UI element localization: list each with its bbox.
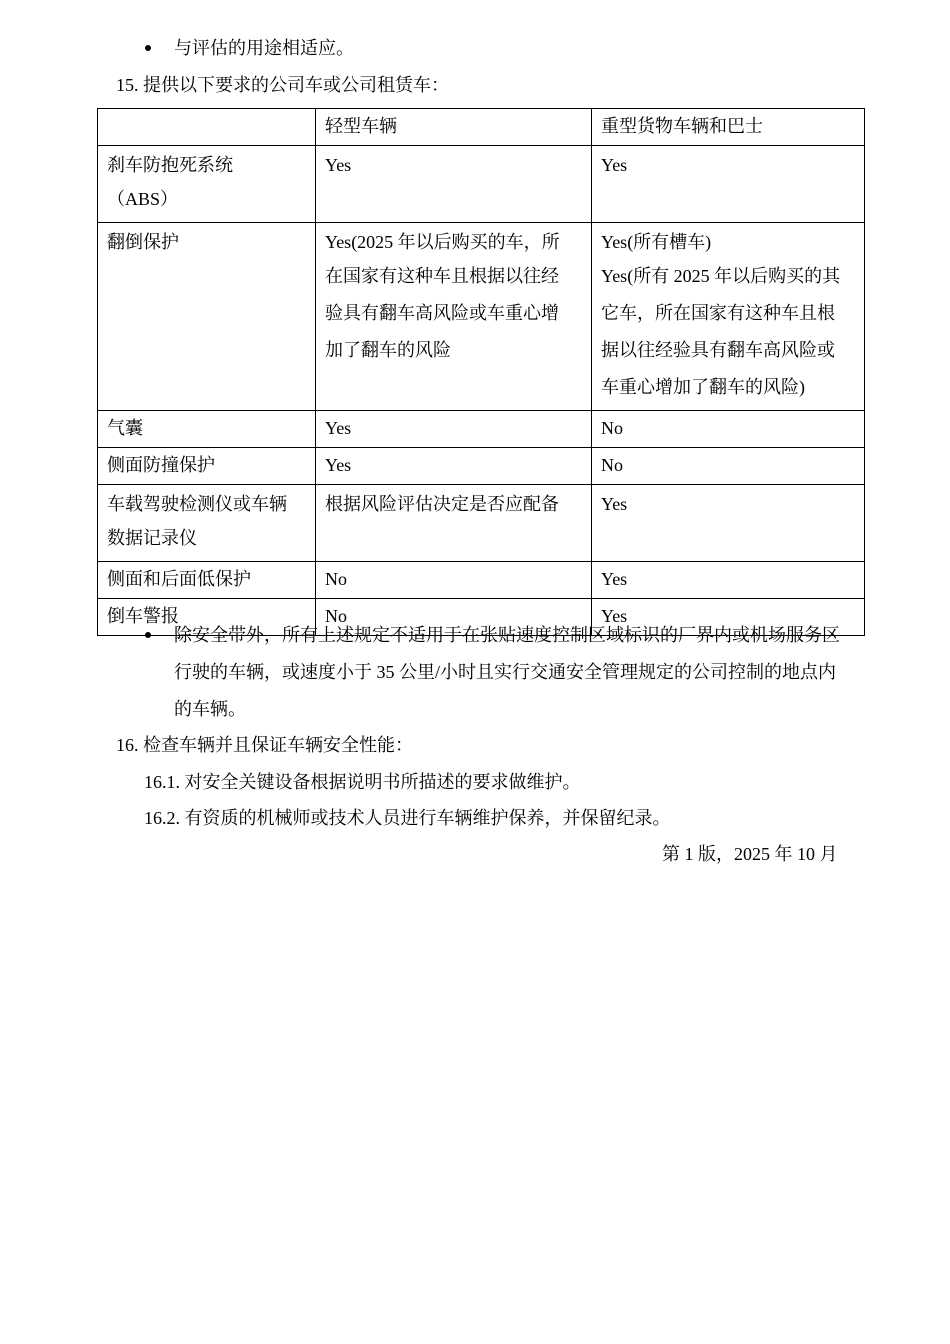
table-row <box>98 485 865 562</box>
item-15-heading: 15. 提供以下要求的公司车或公司租赁车： <box>116 75 449 95</box>
bullet-dot <box>145 45 151 51</box>
light-vehicle-cell <box>316 223 592 411</box>
light-vehicle-cell <box>316 411 592 448</box>
cell-text: No <box>325 569 347 589</box>
heavy-vehicle-cell <box>592 485 865 562</box>
cell-text: 车重心增加了翻车的风险) <box>601 377 805 397</box>
table-row <box>98 146 865 223</box>
cell-text: 倒车警报 <box>107 606 179 626</box>
cell-text: 侧面防撞保护 <box>107 455 215 475</box>
paragraph-line: 行驶的车辆，或速度小于 35 公里/小时且实行交通安全管理规定的公司控制的地点内 <box>174 662 836 682</box>
table-row <box>98 448 865 485</box>
cell-text: 在国家有这种车且根据以往经 <box>325 266 559 286</box>
feature-cell <box>98 146 316 223</box>
cell-text: 据以往经验具有翻车高风险或 <box>601 340 835 360</box>
cell-text: 数据记录仪 <box>107 528 197 548</box>
feature-cell <box>98 411 316 448</box>
table-row <box>98 411 865 448</box>
cell-text: No <box>325 606 347 626</box>
feature-cell <box>98 448 316 485</box>
cell-text: Yes <box>325 155 352 175</box>
cell-text: Yes(所有 2025 年以后购买的其 <box>601 266 841 286</box>
light-vehicle-cell <box>316 485 592 562</box>
heavy-vehicle-cell <box>592 146 865 223</box>
cell-text: Yes <box>325 455 352 475</box>
vehicle-requirements-table <box>97 108 865 636</box>
cell-text: Yes <box>325 418 352 438</box>
cell-text: Yes <box>601 606 628 626</box>
heavy-vehicle-cell <box>592 411 865 448</box>
header-cell-light-vehicle: 轻型车辆 <box>316 109 592 146</box>
cell-text: Yes <box>601 569 628 589</box>
feature-cell <box>98 562 316 599</box>
feature-cell <box>98 485 316 562</box>
cell-text: （ABS） <box>107 189 179 209</box>
item-16-heading: 16. 检查车辆并且保证车辆安全性能： <box>116 735 413 755</box>
heavy-vehicle-cell <box>592 448 865 485</box>
light-vehicle-cell <box>316 448 592 485</box>
cell-text: 加了翻车的风险 <box>325 340 451 360</box>
cell-text: 它车，所在国家有这种车且根 <box>601 303 835 323</box>
cell-text: 气囊 <box>107 418 143 438</box>
cell-text: Yes <box>601 155 628 175</box>
intro-bullet-text: 与评估的用途相适应。 <box>174 38 354 58</box>
cell-text: 侧面和后面低保护 <box>107 569 251 589</box>
cell-text: 刹车防抱死系统 <box>107 155 233 175</box>
feature-cell <box>98 223 316 411</box>
item-16-1: 16.1. 对安全关键设备根据说明书所描述的要求做维护。 <box>144 772 581 792</box>
table-row <box>98 223 865 411</box>
cell-text: 车载驾驶检测仪或车辆 <box>107 494 287 514</box>
cell-text: 翻倒保护 <box>107 232 179 252</box>
cell-text: Yes <box>601 494 628 514</box>
paragraph-line: 除安全带外，所有上述规定不适用于在张贴速度控制区域标识的厂界内或机场服务区 <box>174 625 840 645</box>
table-header-row <box>98 109 865 146</box>
heavy-vehicle-cell <box>592 562 865 599</box>
table-row <box>98 562 865 599</box>
heavy-vehicle-cell <box>592 223 865 411</box>
bullet-dot <box>145 632 151 638</box>
cell-text: 验具有翻车高风险或车重心增 <box>325 303 559 323</box>
header-cell-heavy-vehicle: 重型货物车辆和巴士 <box>592 109 865 146</box>
light-vehicle-cell <box>316 146 592 223</box>
cell-text: No <box>601 455 623 475</box>
light-vehicle-cell <box>316 562 592 599</box>
header-cell-empty <box>98 109 316 146</box>
cell-text: Yes(所有槽车) <box>601 232 712 252</box>
cell-text: 根据风险评估决定是否应配备 <box>325 494 559 514</box>
version-footer: 第 1 版，2025 年 10 月 <box>662 844 838 864</box>
cell-text: No <box>601 418 623 438</box>
exception-bullet-text <box>174 617 840 728</box>
paragraph-line: 的车辆。 <box>174 699 246 719</box>
item-16-2: 16.2. 有资质的机械师或技术人员进行车辆维护保养，并保留纪录。 <box>144 808 671 828</box>
cell-text: Yes(2025 年以后购买的车，所 <box>325 232 560 252</box>
